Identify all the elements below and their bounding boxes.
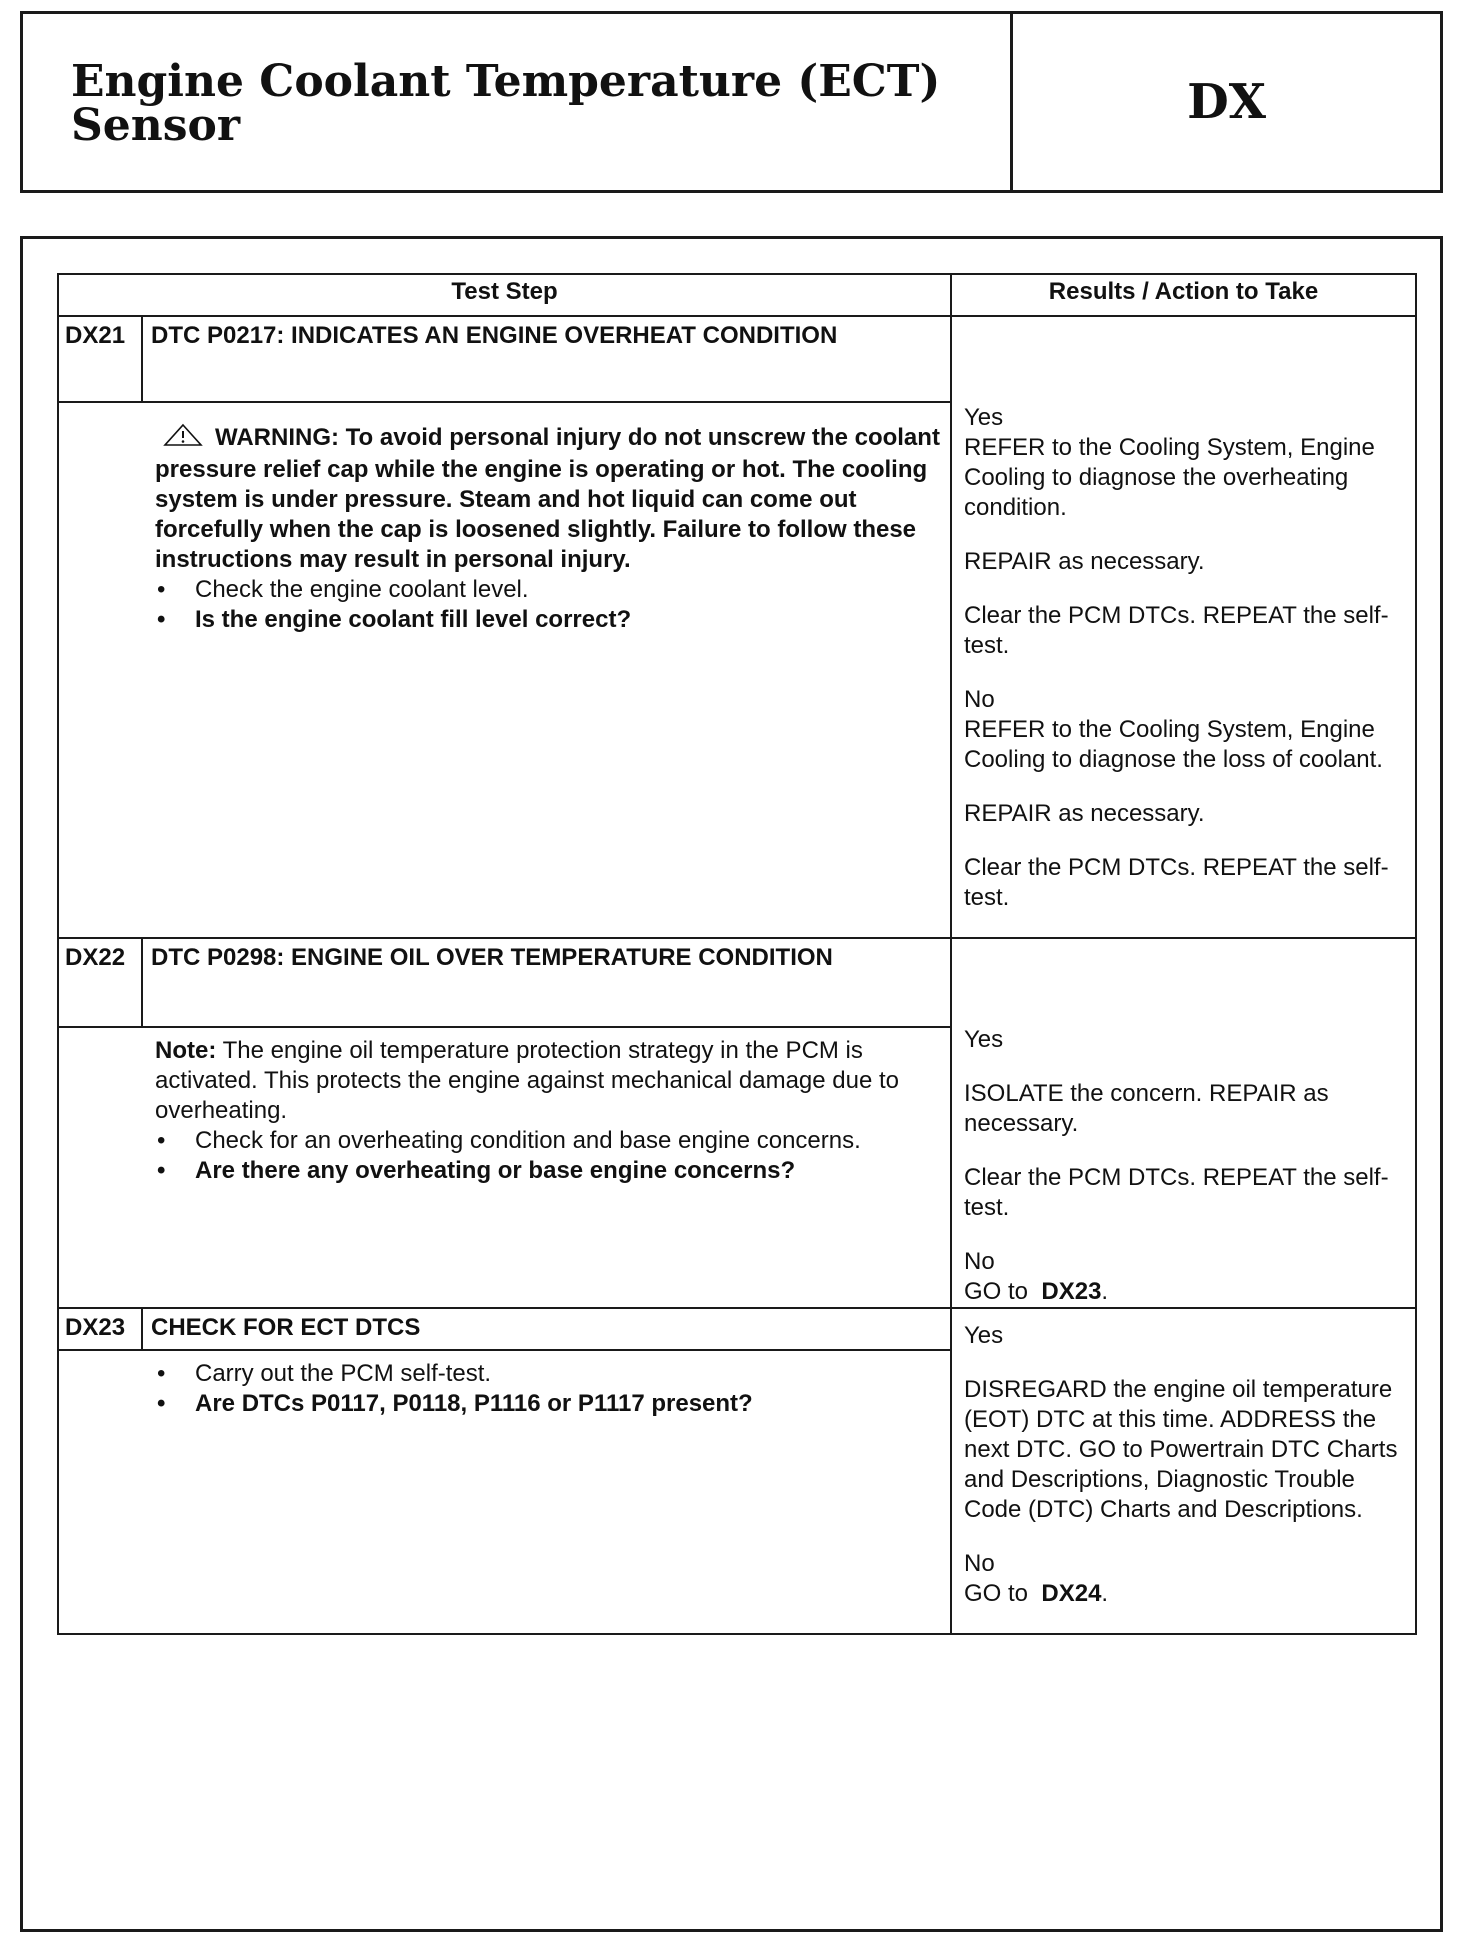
yes-text: DISREGARD the engine oil temperature (EOT) DTC at this time. ADDRESS the next DTC. GO to Powertrain DTC Charts and Descriptions, Diagnostic Trouble Code (DTC) Charts and Descriptions. [964,1376,1398,1523]
step-row-dx23-title [58,1308,1416,1350]
section-code: DX [1187,74,1266,130]
warning-triangle-icon [163,423,203,455]
content-box [20,236,1443,1932]
yes-text: Clear the PCM DTCs. REPEAT the self-test. [964,1164,1389,1221]
bullet-question: • Are there any overheating or base engine concerns? [155,1156,940,1186]
step-row-dx22-title [58,938,1416,1027]
col-header-results: Results / Action to Take [951,274,1416,316]
step-title-dx21: DTC P0217: INDICATES AN ENGINE OVERHEAT CONDITION [142,316,951,402]
no-text: GO to DX24. [964,1580,1109,1607]
yes-label: Yes [964,1322,1004,1349]
results-dx23 [951,1308,1416,1634]
bullet-question: • Are DTCs P0117, P0118, P1116 or P1117 present? [155,1389,940,1419]
results-dx22 [951,938,1416,1308]
page-title-line1: Engine Coolant Temperature (ECT) [71,56,941,107]
step-body-dx22 [58,1027,951,1308]
note-text: Note: The engine oil temperature protection strategy in the PCM is activated. This protects the engine against mechanical damage due to overheating. [155,1037,900,1125]
yes-text: Clear the PCM DTCs. REPEAT the self-test. [964,602,1389,659]
test-step-table [57,273,1417,1635]
bullet-item: • Check for an overheating condition and base engine concerns. [155,1126,940,1156]
table-header-row [58,274,1416,316]
step-title-dx22: DTC P0298: ENGINE OIL OVER TEMPERATURE CONDITION [142,938,951,1027]
goto-target: DX23 [1041,1278,1102,1305]
yes-text: REFER to the Cooling System, Engine Cooling to diagnose the overheating condition. [964,434,1375,521]
no-text: GO to DX23. [964,1278,1109,1305]
goto-target: DX24 [1041,1580,1102,1607]
step-body-dx21 [58,402,951,938]
no-text: REPAIR as necessary. [964,800,1205,827]
results-dx21 [951,316,1416,938]
header-box [20,11,1443,193]
step-id-dx22: DX22 [58,938,142,1027]
yes-text: ISOLATE the concern. REPAIR as necessary. [964,1080,1329,1137]
step-title-dx23: CHECK FOR ECT DTCS [142,1308,951,1350]
step-body-dx23 [58,1350,951,1634]
no-label: No [964,686,995,713]
yes-label: Yes [964,1026,1004,1053]
col-header-test-step: Test Step [58,274,951,316]
bullet-item: • Carry out the PCM self-test. [155,1359,940,1389]
no-text: REFER to the Cooling System, Engine Cooling to diagnose the loss of coolant. [964,716,1383,773]
warning-text: WARNING: To avoid personal injury do not unscrew the coolant pressure relief cap while the engine is operating or hot. The cooling system is under pressure. Steam and hot liquid can come out forcefully when the cap is loosened slightly. Failure to follow these instructions may result in personal injury. [155,423,940,573]
yes-text: REPAIR as necessary. [964,548,1205,575]
page-title-line2: Sensor [71,100,241,151]
step-id-dx23: DX23 [58,1308,142,1350]
step-row-dx21-title [58,316,1416,402]
step-id-dx21: DX21 [58,316,142,402]
bullet-item: • Check the engine coolant level. [155,575,940,605]
no-label: No [964,1248,995,1275]
bullet-question: • Is the engine coolant fill level correct? [155,605,940,635]
no-label: No [964,1550,995,1577]
page-title [23,14,1013,190]
no-text: Clear the PCM DTCs. REPEAT the self-test. [964,854,1389,911]
yes-label: Yes [964,404,1004,431]
